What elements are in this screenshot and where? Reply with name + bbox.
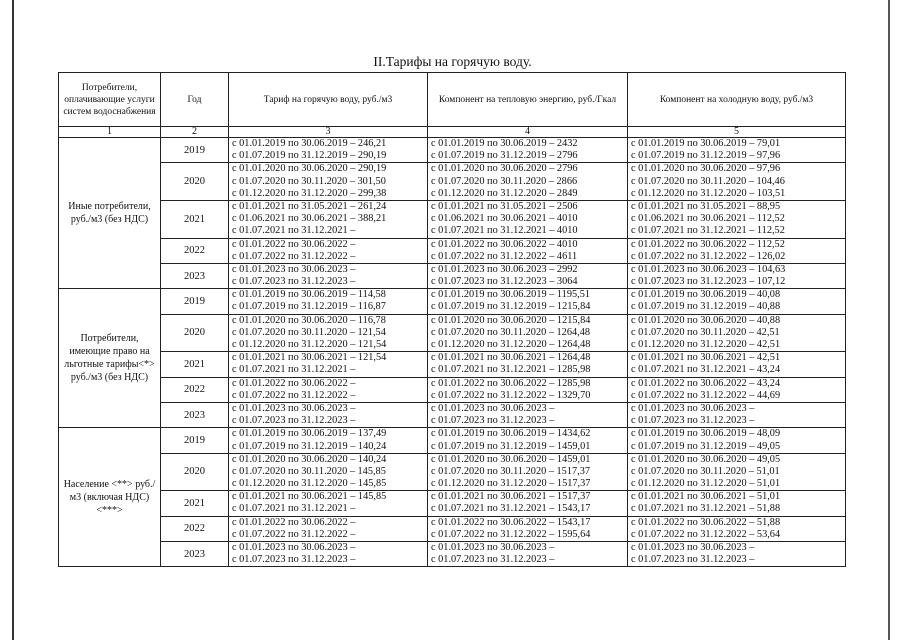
- table-row: [59, 314, 846, 352]
- heat-cell: [428, 263, 628, 288]
- column-number: 4: [428, 127, 628, 138]
- cold-period-line: с 01.01.2020 по 30.06.2020 – 49,05: [631, 453, 781, 465]
- heat-period-line: с 01.01.2021 по 30.06.2021 – 1517,37: [431, 491, 591, 503]
- tariff-period-line: с 01.12.2020 по 31.12.2020 – 299,38: [232, 187, 387, 199]
- cold-period-line: с 01.01.2021 по 31.05.2021 – 88,95: [631, 200, 781, 212]
- cold-period-line: с 01.01.2020 по 30.06.2020 – 97,96: [631, 163, 781, 175]
- consumer-group-label: Иные потребители, руб./м3 (без НДС): [59, 138, 161, 289]
- year-cell: 2019: [161, 428, 229, 453]
- year-cell: 2020: [161, 314, 229, 352]
- heat-period-line: с 01.07.2021 по 31.12.2021 – 1285,98: [431, 364, 591, 376]
- table-row: [59, 238, 846, 263]
- heat-period-line: с 01.12.2020 по 31.12.2020 – 1517,37: [431, 478, 591, 490]
- heat-period-line: с 01.01.2019 по 30.06.2019 – 1434,62: [431, 428, 591, 440]
- tariff-period-line: с 01.07.2021 по 31.12.2021 –: [232, 503, 356, 515]
- cold-cell: [628, 138, 846, 163]
- tariff-period-line: с 01.07.2021 по 31.12.2021 –: [232, 225, 356, 237]
- tariff-period-line: с 01.01.2023 по 30.06.2023 –: [232, 542, 356, 553]
- cold-cell: [628, 453, 846, 491]
- heat-period-line: с 01.07.2020 по 30.11.2020 – 2866: [431, 175, 578, 187]
- table-row: [59, 263, 846, 288]
- heat-period-line: с 01.01.2021 по 31.05.2021 – 2506: [431, 200, 578, 212]
- cold-period-line: с 01.12.2020 по 31.12.2020 – 51,01: [631, 478, 781, 490]
- year-cell: 2019: [161, 138, 229, 163]
- tariff-period-line: с 01.07.2022 по 31.12.2022 –: [232, 528, 356, 540]
- cold-cell: [628, 263, 846, 288]
- cold-period-line: с 01.07.2019 по 31.12.2019 – 40,88: [631, 301, 781, 313]
- column-number: 5: [628, 127, 846, 138]
- tariff-cell: [229, 163, 428, 201]
- table-row: [59, 352, 846, 377]
- heat-cell: [428, 377, 628, 402]
- table-header-row: [59, 73, 846, 127]
- heat-cell: [428, 402, 628, 427]
- cold-period-line: с 01.01.2023 по 30.06.2023 – 104,63: [631, 263, 786, 275]
- heat-period-line: с 01.01.2020 по 30.06.2020 – 1215,84: [431, 314, 591, 326]
- cold-cell: [628, 314, 846, 352]
- scan-left-edge: [12, 0, 14, 640]
- consumer-group-label: Население <**> руб./м3 (включая НДС) <***>: [59, 428, 161, 567]
- tariff-cell: [229, 453, 428, 491]
- year-cell: 2019: [161, 289, 229, 314]
- tariff-cell: [229, 402, 428, 427]
- cold-period-line: с 01.01.2021 по 30.06.2021 – 42,51: [631, 352, 781, 364]
- tariff-period-line: с 01.07.2023 по 31.12.2023 –: [232, 276, 356, 288]
- heat-period-line: с 01.12.2020 по 31.12.2020 – 1264,48: [431, 339, 591, 350]
- heat-cell: [428, 491, 628, 516]
- cold-cell: [628, 491, 846, 516]
- tariff-period-line: с 01.01.2020 по 30.06.2020 – 116,78: [232, 314, 386, 326]
- cold-period-line: с 01.01.2022 по 30.06.2022 – 112,52: [631, 238, 785, 250]
- year-cell: 2023: [161, 402, 229, 427]
- tariff-cell: [229, 200, 428, 238]
- tariff-period-line: с 01.07.2021 по 31.12.2021 –: [232, 364, 356, 376]
- cold-period-line: с 01.07.2021 по 31.12.2021 – 112,52: [631, 225, 785, 237]
- tariff-period-line: с 01.01.2021 по 30.06.2021 – 121,54: [232, 352, 387, 364]
- heat-cell: [428, 428, 628, 453]
- cold-period-line: с 01.07.2021 по 31.12.2021 – 43,24: [631, 364, 781, 376]
- cold-period-line: с 01.07.2020 по 30.11.2020 – 51,01: [631, 465, 780, 477]
- cold-period-line: с 01.01.2021 по 30.06.2021 – 51,01: [631, 491, 781, 503]
- tariff-period-line: с 01.07.2022 по 31.12.2022 –: [232, 389, 356, 401]
- cold-period-line: с 01.12.2020 по 31.12.2020 – 103,51: [631, 187, 786, 199]
- cold-period-line: с 01.06.2021 по 30.06.2021 – 112,52: [631, 213, 785, 225]
- cold-period-line: с 01.07.2022 по 31.12.2022 – 44,69: [631, 389, 781, 401]
- column-number: 2: [161, 127, 229, 138]
- tariff-period-line: с 01.01.2019 по 30.06.2019 – 137,49: [232, 428, 387, 440]
- heat-cell: [428, 289, 628, 314]
- tariff-period-line: с 01.01.2020 по 30.06.2020 – 140,24: [232, 453, 387, 465]
- tariff-cell: [229, 352, 428, 377]
- cold-cell: [628, 238, 846, 263]
- heat-cell: [428, 138, 628, 163]
- heat-period-line: с 01.07.2023 по 31.12.2023 –: [431, 415, 555, 427]
- tariff-cell: [229, 542, 428, 567]
- cold-cell: [628, 200, 846, 238]
- table-row: [59, 428, 846, 453]
- heat-period-line: с 01.01.2021 по 30.06.2021 – 1264,48: [431, 352, 591, 364]
- cold-period-line: с 01.07.2019 по 31.12.2019 – 97,96: [631, 150, 781, 162]
- tariff-period-line: с 01.07.2020 по 30.11.2020 – 145,85: [232, 465, 386, 477]
- cold-cell: [628, 377, 846, 402]
- tariff-period-line: с 01.06.2021 по 30.06.2021 – 388,21: [232, 213, 387, 225]
- tariff-period-line: с 01.07.2022 по 31.12.2022 –: [232, 250, 356, 262]
- heat-cell: [428, 453, 628, 491]
- heat-period-line: с 01.01.2022 по 30.06.2022 – 4010: [431, 238, 578, 250]
- heat-period-line: с 01.01.2019 по 30.06.2019 – 1195,51: [431, 289, 591, 301]
- heat-period-line: с 01.06.2021 по 30.06.2021 – 4010: [431, 213, 578, 225]
- column-number: 3: [229, 127, 428, 138]
- tariff-period-line: с 01.07.2020 по 30.11.2020 – 121,54: [232, 326, 386, 338]
- table-body: [59, 138, 846, 567]
- cold-period-line: с 01.07.2023 по 31.12.2023 – 107,12: [631, 276, 786, 288]
- tariff-period-line: с 01.01.2021 по 31.05.2021 – 261,24: [232, 200, 387, 212]
- year-cell: 2022: [161, 516, 229, 541]
- year-cell: 2020: [161, 163, 229, 201]
- tariff-period-line: с 01.01.2022 по 30.06.2022 –: [232, 516, 356, 528]
- heat-period-line: с 01.07.2020 по 30.11.2020 – 1517,37: [431, 465, 591, 477]
- heat-period-line: с 01.07.2022 по 31.12.2022 – 1329,70: [431, 389, 591, 401]
- table-row: [59, 163, 846, 201]
- tariff-cell: [229, 263, 428, 288]
- tariff-table: [58, 72, 846, 567]
- cold-cell: [628, 402, 846, 427]
- table-row: [59, 491, 846, 516]
- table-row: [59, 289, 846, 314]
- tariff-period-line: с 01.01.2019 по 30.06.2019 – 114,58: [232, 289, 386, 301]
- scan-right-edge: [888, 0, 890, 640]
- tariff-period-line: с 01.01.2023 по 30.06.2023 –: [232, 402, 356, 414]
- heat-period-line: с 01.07.2021 по 31.12.2021 – 4010: [431, 225, 578, 237]
- cold-period-line: с 01.01.2023 по 30.06.2023 –: [631, 402, 755, 414]
- heat-period-line: с 01.01.2020 по 30.06.2020 – 1459,01: [431, 453, 591, 465]
- cold-period-line: с 01.01.2022 по 30.06.2022 – 43,24: [631, 377, 781, 389]
- tariff-cell: [229, 138, 428, 163]
- tariff-cell: [229, 491, 428, 516]
- heat-cell: [428, 200, 628, 238]
- tariff-period-line: с 01.07.2019 по 31.12.2019 – 290,19: [232, 150, 387, 162]
- table-row: [59, 516, 846, 541]
- tariff-period-line: с 01.07.2020 по 30.11.2020 – 301,50: [232, 175, 386, 187]
- tariff-period-line: с 01.01.2019 по 30.06.2019 – 246,21: [232, 138, 387, 149]
- header-tariff: Тариф на горячую воду, руб./м3: [229, 73, 428, 127]
- year-cell: 2021: [161, 352, 229, 377]
- heat-period-line: с 01.01.2023 по 30.06.2023 –: [431, 402, 555, 414]
- cold-period-line: с 01.07.2023 по 31.12.2023 –: [631, 415, 755, 427]
- cold-period-line: с 01.01.2022 по 30.06.2022 – 51,88: [631, 516, 781, 528]
- heat-cell: [428, 238, 628, 263]
- heat-period-line: с 01.12.2020 по 31.12.2020 – 2849: [431, 187, 578, 199]
- cold-period-line: с 01.07.2023 по 31.12.2023 –: [631, 554, 755, 566]
- cold-cell: [628, 163, 846, 201]
- cold-cell: [628, 542, 846, 567]
- table-row: [59, 200, 846, 238]
- tariff-cell: [229, 428, 428, 453]
- heat-period-line: с 01.07.2023 по 31.12.2023 –: [431, 554, 555, 566]
- heat-period-line: с 01.07.2021 по 31.12.2021 – 1543,17: [431, 503, 591, 515]
- cold-period-line: с 01.01.2019 по 30.06.2019 – 79,01: [631, 138, 781, 149]
- tariff-cell: [229, 516, 428, 541]
- tariff-cell: [229, 314, 428, 352]
- year-cell: 2020: [161, 453, 229, 491]
- heat-period-line: с 01.07.2022 по 31.12.2022 – 1595,64: [431, 528, 591, 540]
- cold-period-line: с 01.07.2019 по 31.12.2019 – 49,05: [631, 440, 781, 452]
- tariff-cell: [229, 289, 428, 314]
- tariff-period-line: с 01.12.2020 по 31.12.2020 – 145,85: [232, 478, 387, 490]
- tariff-period-line: с 01.07.2019 по 31.12.2019 – 140,24: [232, 440, 387, 452]
- year-cell: 2021: [161, 200, 229, 238]
- table-row: [59, 138, 846, 163]
- header-consumers: Потребители, оплачивающие услуги систем водоснабжения: [59, 73, 161, 127]
- tariff-cell: [229, 377, 428, 402]
- header-year: Год: [161, 73, 229, 127]
- heat-period-line: с 01.01.2023 по 30.06.2023 – 2992: [431, 263, 578, 275]
- heat-period-line: с 01.07.2022 по 31.12.2022 – 4611: [431, 250, 578, 262]
- tariff-period-line: с 01.01.2020 по 30.06.2020 – 290,19: [232, 163, 387, 175]
- tariff-period-line: с 01.07.2023 по 31.12.2023 –: [232, 554, 356, 566]
- cold-cell: [628, 289, 846, 314]
- heat-cell: [428, 163, 628, 201]
- heat-period-line: с 01.01.2023 по 30.06.2023 –: [431, 542, 555, 553]
- cold-period-line: с 01.07.2022 по 31.12.2022 – 53,64: [631, 528, 781, 540]
- heat-period-line: с 01.01.2019 по 30.06.2019 – 2432: [431, 138, 578, 149]
- cold-period-line: с 01.07.2022 по 31.12.2022 – 126,02: [631, 250, 786, 262]
- heat-cell: [428, 314, 628, 352]
- heat-period-line: с 01.01.2020 по 30.06.2020 – 2796: [431, 163, 578, 175]
- tariff-period-line: с 01.01.2023 по 30.06.2023 –: [232, 263, 356, 275]
- cold-cell: [628, 516, 846, 541]
- heat-period-line: с 01.01.2022 по 30.06.2022 – 1285,98: [431, 377, 591, 389]
- column-number: 1: [59, 127, 161, 138]
- year-cell: 2022: [161, 377, 229, 402]
- tariff-period-line: с 01.01.2021 по 30.06.2021 – 145,85: [232, 491, 387, 503]
- cold-period-line: с 01.01.2020 по 30.06.2020 – 40,88: [631, 314, 781, 326]
- heat-cell: [428, 352, 628, 377]
- cold-period-line: с 01.12.2020 по 31.12.2020 – 42,51: [631, 339, 781, 350]
- cold-cell: [628, 428, 846, 453]
- tariff-period-line: с 01.01.2022 по 30.06.2022 –: [232, 377, 356, 389]
- tariff-cell: [229, 238, 428, 263]
- cold-period-line: с 01.07.2021 по 31.12.2021 – 51,88: [631, 503, 781, 515]
- heat-period-line: с 01.07.2019 по 31.12.2019 – 1459,01: [431, 440, 591, 452]
- header-cold-component: Компонент на холодную воду, руб./м3: [628, 73, 846, 127]
- year-cell: 2021: [161, 491, 229, 516]
- tariff-period-line: с 01.07.2023 по 31.12.2023 –: [232, 415, 356, 427]
- table-row: [59, 542, 846, 567]
- cold-period-line: с 01.01.2019 по 30.06.2019 – 48,09: [631, 428, 781, 440]
- year-cell: 2023: [161, 263, 229, 288]
- tariff-period-line: с 01.12.2020 по 31.12.2020 – 121,54: [232, 339, 387, 350]
- tariff-period-line: с 01.01.2022 по 30.06.2022 –: [232, 238, 356, 250]
- table-row: [59, 402, 846, 427]
- heat-cell: [428, 516, 628, 541]
- heat-cell: [428, 542, 628, 567]
- heat-period-line: с 01.01.2022 по 30.06.2022 – 1543,17: [431, 516, 591, 528]
- tariff-period-line: с 01.07.2019 по 31.12.2019 – 116,87: [232, 301, 386, 313]
- heat-period-line: с 01.07.2023 по 31.12.2023 – 3064: [431, 276, 578, 288]
- year-cell: 2023: [161, 542, 229, 567]
- table-row: [59, 377, 846, 402]
- header-heat-component: Компонент на тепловую энергию, руб./Гкал: [428, 73, 628, 127]
- cold-cell: [628, 352, 846, 377]
- cold-period-line: с 01.07.2020 по 30.11.2020 – 104,46: [631, 175, 785, 187]
- heat-period-line: с 01.07.2019 по 31.12.2019 – 2796: [431, 150, 578, 162]
- column-number-row: [59, 127, 846, 138]
- table-row: [59, 453, 846, 491]
- year-cell: 2022: [161, 238, 229, 263]
- page-title: II.Тарифы на горячую воду.: [373, 54, 532, 69]
- cold-period-line: с 01.07.2020 по 30.11.2020 – 42,51: [631, 326, 780, 338]
- cold-period-line: с 01.01.2019 по 30.06.2019 – 40,08: [631, 289, 781, 301]
- heat-period-line: с 01.07.2019 по 31.12.2019 – 1215,84: [431, 301, 591, 313]
- cold-period-line: с 01.01.2023 по 30.06.2023 –: [631, 542, 755, 553]
- consumer-group-label: Потребители, имеющие право на льготные тарифы<*> руб./м3 (без НДС): [59, 289, 161, 428]
- heat-period-line: с 01.07.2020 по 30.11.2020 – 1264,48: [431, 326, 591, 338]
